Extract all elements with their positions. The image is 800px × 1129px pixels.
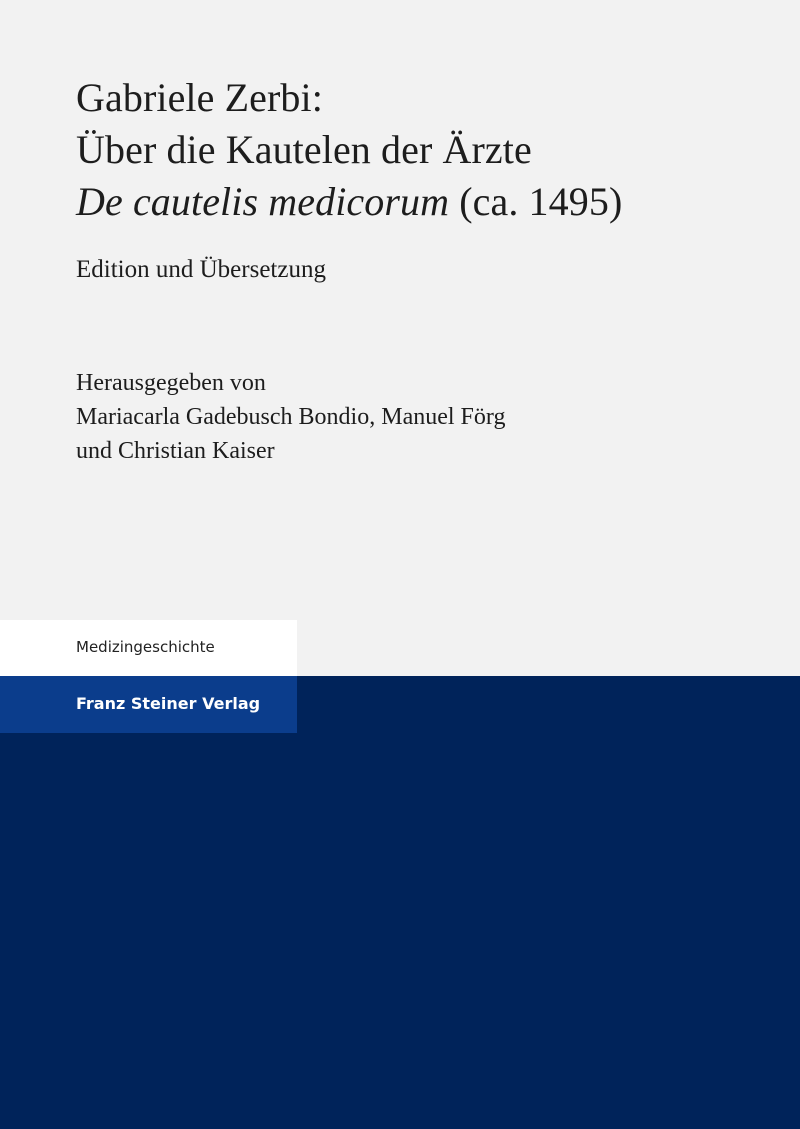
publisher-box (0, 676, 297, 733)
title-latin (76, 176, 622, 228)
editors-names-1: Mariacarla Gadebusch Bondio, Manuel Förg (76, 404, 506, 430)
book-title (76, 72, 622, 228)
title-author: Gabriele Zerbi: (76, 75, 323, 120)
series-box (0, 620, 297, 676)
title-latin-date: (ca. 1495) (449, 179, 623, 224)
publisher-label: Franz Steiner Verlag (76, 694, 261, 713)
editors-names-2: und Christian Kaiser (76, 438, 275, 464)
series-label: Medizingeschichte (76, 638, 215, 656)
editors-block (76, 366, 505, 468)
title-german: Über die Kautelen der Ärzte (76, 127, 532, 172)
title-latin-italic: De cautelis medicorum (76, 179, 450, 224)
editors-intro: Herausgegeben von (76, 370, 266, 396)
book-subtitle: Edition und Übersetzung (76, 256, 326, 283)
bottom-color-panel (0, 676, 800, 1129)
